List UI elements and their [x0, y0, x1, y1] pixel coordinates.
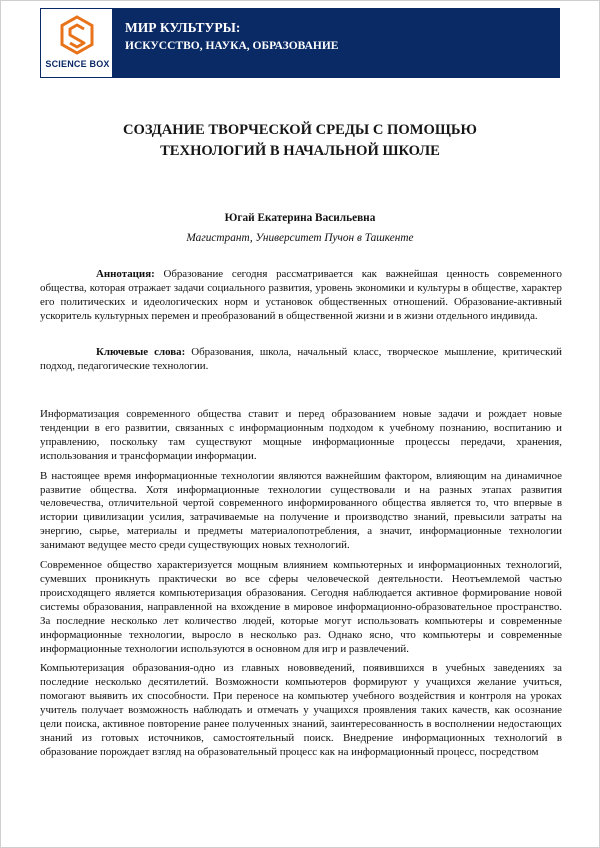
logo-text: SCIENCE BOX [45, 59, 110, 69]
article-title [60, 120, 540, 162]
article-title-line-1: СОЗДАНИЕ ТВОРЧЕСКОЙ СРЕДЫ С ПОМОЩЬЮ [123, 122, 477, 138]
abstract-label: Аннотация: [96, 268, 155, 280]
article-title-line-2: ТЕХНОЛОГИЙ В НАЧАЛЬНОЙ ШКОЛЕ [160, 143, 440, 159]
body-paragraph: В настоящее время информационные технологии являются важнейшим фактором, влияющим на динамичное развитие общества. Хотя информационные технологии существовали и на разных этапах развития человечества, отличительной чертой современного информированного общества является то, что впервые в истории цивилизации усилия, затрачиваемые на получение и производство знаний, превысили затраты на энергию, сырье, материалы и предметы материалопотребления, а значит, информационные технологии занимают ведущее место среди существующих новых технологий. [40, 469, 562, 552]
abstract [40, 268, 562, 324]
article-body [40, 408, 562, 766]
science-box-hexagon-logo-icon [59, 15, 95, 55]
body-paragraph: Информатизация современного общества ставит и перед образованием новые задачи и рождает новые тенденции в его развитии, связанных с информационным подходом к учебному познанию, воспитанию и управлению, поскольку там существуют мощные информационные процессы передачи, хранения, использования и трансформации информации. [40, 408, 562, 462]
journal-title: МИР КУЛЬТУРЫ: [125, 20, 241, 35]
keywords [40, 346, 562, 374]
journal-subtitle: ИСКУССТВО, НАУКА, ОБРАЗОВАНИЕ [125, 40, 339, 52]
keywords-text: Образования, школа, начальный класс, творческое мышление, критический подход, педагогические технологии. [40, 346, 562, 372]
keywords-label: Ключевые слова: [96, 346, 186, 358]
journal-header-banner [40, 8, 560, 78]
body-paragraph: Современное общество характеризуется мощным влиянием компьютерных и информационных технологий, сумевших проникнуть практически во все сферы человеческой деятельности. Неотъемлемой частью происходящего является компьютеризация образования. Сегодня наблюдается активное формирование новой системы образования, направленной на вхождение в мировое информационно-образовательное пространство. За последние несколько лет количество людей, которые могут использовать компьютеры и современные информационные технологии, выросло в несколько раз. Однако ясно, что компьютеры и современные информационные технологии используются в основном для игр и развлечений. [40, 559, 562, 655]
author-name: Югай Екатерина Васильевна [224, 212, 376, 224]
author-affiliation: Магистрант, Университет Пучон в Ташкенте [186, 232, 414, 244]
publisher-logo [40, 8, 113, 78]
abstract-text: Образование сегодня рассматривается как важнейшая ценность современного общества, которая отражает задачи социального развития, уровень экономики и культуры в обществе, характер его политических и идеологических норм и установок общественных отношений. Образование-активный ускоритель культурных перемен и преобразований в общественной жизни и в жизни отдельного индивида. [40, 268, 562, 322]
body-paragraph: Компьютеризация образования-одно из главных нововведений, появившихся в учебных заведениях за последние несколько десятилетий. Возможности компьютеров формируют у учащихся желание учиться, помогают выявить их способности. При переносе на компьютер учебного воздействия и контроля на уроках учитель получает возможность наблюдать и отмечать у учащихся проявления таких качеств, как осознание цели поиска, активное повторение ранее полученных знаний, заинтересованность в восполнении недостающих знаний из готовых источников, самостоятельный поиск. Внедрение информационных технологий в образование порождает взгляд на образовательный процесс как на информационный процесс, посредством [40, 662, 562, 758]
